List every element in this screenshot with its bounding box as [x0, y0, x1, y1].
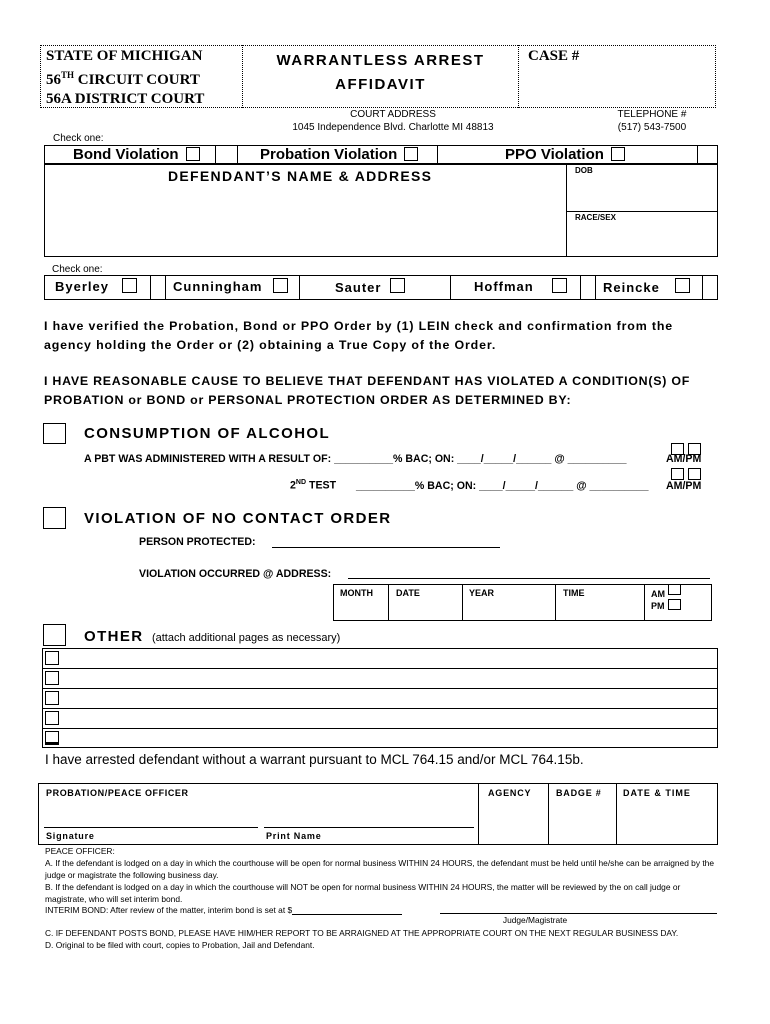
other-line-4: [42, 728, 718, 729]
judge-option-sauter: [335, 278, 405, 295]
judge-option-hoffman: [474, 278, 567, 294]
probation-violation-option: [260, 146, 418, 163]
other-heading-row: [84, 628, 340, 646]
judge-divider-2: [165, 275, 166, 300]
defendant-name-address-label: DEFENDANT’S NAME & ADDRESS: [168, 168, 433, 184]
second-am-checkbox[interactable]: [671, 468, 684, 480]
footer-item-c: C. IF DEFENDANT POSTS BOND, PLEASE HAVE HIM/HER REPORT TO BE ARRAIGNED AT THE APPROPRIATE COURT ON THE NEXT REGULAR BUSINESS DAY.: [45, 928, 679, 938]
judge-option-byerley: [55, 278, 137, 294]
violation-am-checkbox[interactable]: [668, 584, 681, 595]
judge-divider-5: [580, 275, 581, 300]
vt-divider-1: [215, 145, 216, 164]
header-divider-2: [518, 45, 519, 108]
person-protected-label: PERSON PROTECTED:: [139, 536, 256, 548]
person-protected-field[interactable]: [272, 537, 500, 548]
reasonable-cause-statement: I HAVE REASONABLE CAUSE TO BELIEVE THAT DEFENDANT HAS VIOLATED A CONDITION(S) OF PROBATION or BOND or PERSONAL PROTECTION ORDER AS DETERMINED BY:: [44, 374, 691, 407]
ppo-violation-option: [505, 146, 625, 163]
occurred-address-field[interactable]: [348, 568, 710, 579]
alcohol-checkbox[interactable]: [43, 423, 66, 444]
judge-label-cunningham: Cunningham: [173, 279, 263, 294]
court-name: [46, 47, 204, 109]
court-line-1: STATE OF MICHIGAN: [46, 48, 203, 64]
vdt-divider-3: [555, 584, 556, 621]
interim-bond-label: INTERIM BOND: After review of the matter, interim bond is set at $: [45, 905, 293, 915]
judge-option-reincke: [603, 278, 690, 295]
form-title-line-1: WARRANTLESS ARREST: [276, 52, 485, 69]
other-note: (attach additional pages as necessary): [151, 632, 341, 644]
court-line-2: 56TH CIRCUIT COURT: [46, 70, 200, 88]
date-col-label: DATE: [396, 588, 420, 598]
dob-field[interactable]: [570, 176, 714, 209]
judge-checkbox-sauter[interactable]: [390, 278, 405, 293]
officer-divider-3: [616, 783, 617, 845]
other-line-2: [42, 688, 718, 689]
badge-label: BADGE #: [556, 788, 602, 798]
violation-pm-checkbox[interactable]: [668, 599, 681, 610]
pm-label: PM: [651, 601, 665, 611]
telephone-number: (517) 543-7500: [617, 122, 687, 133]
judge-checkbox-hoffman[interactable]: [552, 278, 567, 293]
datetime-label: DATE & TIME: [623, 788, 691, 798]
second-test-fields: __________% BAC; ON: ____/_____/______ @ __________: [356, 480, 649, 492]
signature-label: Signature: [46, 831, 95, 841]
signature-field[interactable]: [44, 814, 258, 828]
court-line-3: 56A DISTRICT COURT: [46, 91, 205, 107]
other-lines-box: [42, 648, 718, 748]
occurred-address-label: VIOLATION OCCURRED @ ADDRESS:: [139, 568, 332, 580]
dob-label: DOB: [575, 166, 593, 175]
interim-bond-amount-field[interactable]: [292, 904, 402, 915]
other-checkbox[interactable]: [43, 624, 66, 646]
judge-divider-6: [595, 275, 596, 300]
race-sex-label: RACE/SEX: [575, 213, 616, 222]
other-item-checkbox-1[interactable]: [45, 651, 59, 665]
bond-violation-checkbox[interactable]: [186, 147, 200, 161]
officer-label: PROBATION/PEACE OFFICER: [46, 788, 189, 798]
case-number-label: CASE #: [528, 48, 580, 64]
form-title-line-2: AFFIDAVIT: [335, 76, 426, 93]
telephone-label: TELEPHONE #: [617, 109, 687, 120]
bond-violation-label: Bond Violation: [73, 146, 179, 163]
other-item-checkbox-2[interactable]: [45, 671, 59, 685]
judge-divider-1: [150, 275, 151, 300]
footer-notes: [45, 845, 721, 905]
judge-divider-7: [702, 275, 703, 300]
judge-check-one-label: Check one:: [52, 264, 103, 275]
footer-item-b: B. If the defendant is lodged on a day in which the courthouse will NOT be open for normal business WITHIN 24 HOURS, the matter will be reviewed by the on call judge or magistrate, who will set interim bond.: [45, 882, 681, 904]
dob-divider: [566, 211, 718, 212]
other-item-checkbox-3[interactable]: [45, 691, 59, 705]
pbt-result-line: A PBT WAS ADMINISTERED WITH A RESULT OF: __________% BAC; ON: ____/_____/______ @ __________: [84, 453, 627, 465]
vdt-divider-4: [644, 584, 645, 621]
judge-divider-4: [450, 275, 451, 300]
time-col-label: TIME: [563, 588, 585, 598]
vt-divider-3: [437, 145, 438, 164]
vdt-divider-1: [388, 584, 389, 621]
year-col-label: YEAR: [469, 588, 495, 598]
judge-option-cunningham: [173, 278, 288, 294]
no-contact-checkbox[interactable]: [43, 507, 66, 529]
vt-divider-2: [237, 145, 238, 164]
footer-item-d: D. Original to be filed with court, copies to Probation, Jail and Defendant.: [45, 940, 315, 950]
judge-checkbox-reincke[interactable]: [675, 278, 690, 293]
second-pm-checkbox[interactable]: [688, 468, 701, 480]
judge-magistrate-signature-field[interactable]: [440, 903, 717, 914]
vt-divider-4: [697, 145, 698, 164]
bond-violation-option: [73, 146, 200, 163]
print-name-field[interactable]: [264, 814, 474, 828]
second-ampm-label: AM/PM: [666, 480, 702, 492]
no-contact-heading: VIOLATION OF NO CONTACT ORDER: [84, 510, 392, 527]
court-address: 1045 Independence Blvd. Charlotte MI 48813: [292, 122, 494, 133]
form-title: [243, 49, 518, 97]
other-item-checkbox-4[interactable]: [45, 711, 59, 725]
verified-statement: I have verified the Probation, Bond or PPO Order by (1) LEIN check and confirmation from the agency holding the Order or (2) obtaining a True Copy of the Order.: [44, 319, 673, 352]
agency-label: AGENCY: [488, 788, 532, 798]
court-address-label: COURT ADDRESS: [350, 109, 436, 120]
probation-violation-checkbox[interactable]: [404, 147, 418, 161]
judge-label-hoffman: Hoffman: [474, 279, 534, 294]
judge-label-byerley: Byerley: [55, 279, 109, 294]
case-number-field[interactable]: [590, 47, 712, 105]
judge-magistrate-label: Judge/Magistrate: [502, 915, 568, 925]
pbt-ampm-label: AM/PM: [666, 453, 702, 465]
ppo-violation-label: PPO Violation: [505, 146, 604, 163]
other-heading: OTHER: [84, 628, 144, 645]
officer-divider-2: [548, 783, 549, 845]
judge-label-sauter: Sauter: [335, 280, 382, 295]
officer-divider-1: [478, 783, 479, 845]
judge-divider-3: [299, 275, 300, 300]
arrest-statement: I have arrested defendant without a warrant pursuant to MCL 764.15 and/or MCL 764.15b.: [45, 752, 584, 767]
month-col-label: MONTH: [340, 588, 373, 598]
violation-check-one-label: Check one:: [53, 133, 104, 144]
footer-item-a: A. If the defendant is lodged on a day in which the courthouse will be open for normal business WITHIN 24 HOURS, the defendant must be held until he/she can be arraigned by the judge or magistrate the following business day.: [45, 858, 714, 880]
am-label: AM: [651, 589, 665, 599]
other-item-checkbox-5[interactable]: [45, 731, 59, 745]
other-line-3: [42, 708, 718, 709]
alcohol-heading: CONSUMPTION OF ALCOHOL: [84, 425, 331, 442]
other-line-1: [42, 668, 718, 669]
peace-officer-label: PEACE OFFICER:: [45, 846, 115, 856]
vdt-divider-2: [462, 584, 463, 621]
ppo-violation-checkbox[interactable]: [611, 147, 625, 161]
judge-checkbox-byerley[interactable]: [122, 278, 137, 293]
race-sex-field[interactable]: [570, 223, 714, 255]
print-name-label: Print Name: [266, 831, 322, 841]
judge-checkbox-cunningham[interactable]: [273, 278, 288, 293]
probation-violation-label: Probation Violation: [260, 146, 398, 163]
defendant-name-address-field[interactable]: [48, 188, 562, 254]
second-test-label: 2ND TEST: [290, 479, 337, 492]
judge-label-reincke: Reincke: [603, 280, 660, 295]
